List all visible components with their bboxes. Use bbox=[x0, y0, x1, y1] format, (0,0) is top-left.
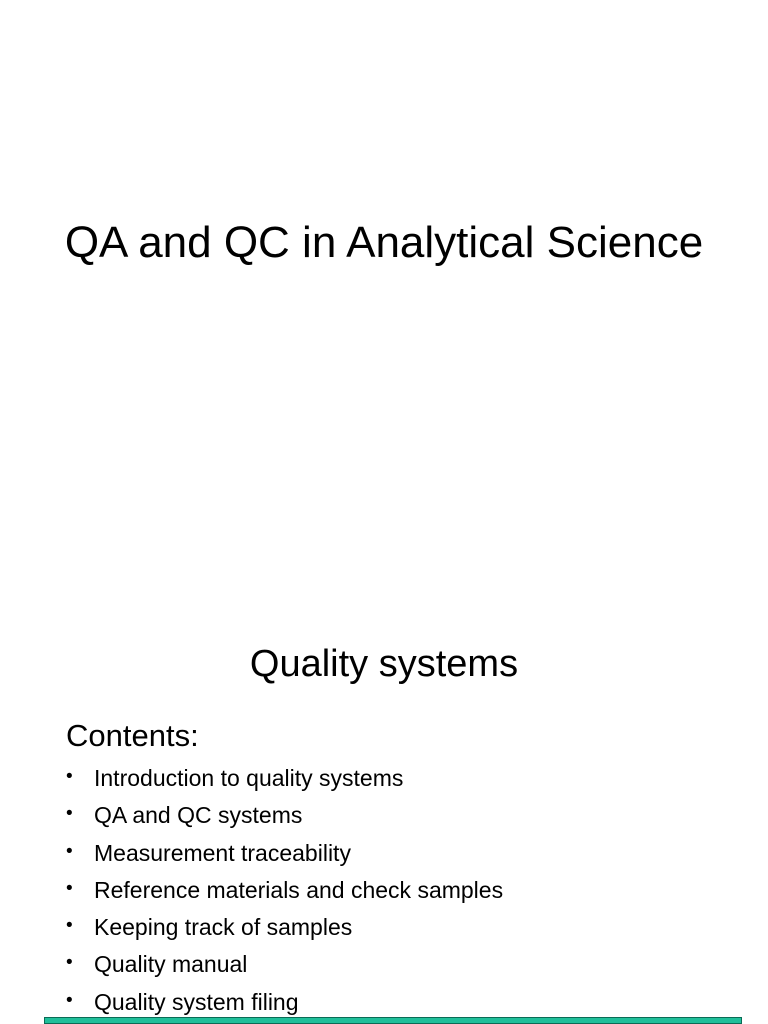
accent-bar bbox=[44, 1017, 742, 1024]
list-item bbox=[66, 948, 503, 985]
contents-heading: Contents: bbox=[66, 718, 199, 753]
list-item bbox=[66, 762, 503, 799]
bullet-icon: • bbox=[66, 803, 73, 825]
bullet-icon: • bbox=[66, 877, 73, 899]
list-item bbox=[66, 837, 503, 874]
bullet-icon: • bbox=[66, 915, 73, 937]
list-item bbox=[66, 874, 503, 911]
bullet-icon: • bbox=[66, 840, 73, 862]
slide-title: QA and QC in Analytical Science bbox=[64, 218, 704, 267]
bullet-icon: • bbox=[66, 952, 73, 974]
list-item bbox=[66, 911, 503, 948]
list-item-label: Keeping track of samples bbox=[94, 914, 353, 941]
list-item-label: Quality manual bbox=[94, 951, 248, 978]
section-title: Quality systems bbox=[249, 643, 519, 685]
bullet-icon: • bbox=[66, 766, 73, 787]
contents-list bbox=[66, 762, 503, 1023]
list-item-label: Reference materials and check samples bbox=[94, 876, 504, 903]
list-item-label: Quality system filing bbox=[94, 988, 299, 1015]
list-item-label: Introduction to quality systems bbox=[94, 765, 404, 791]
list-item-label: QA and QC systems bbox=[94, 802, 303, 829]
bullet-icon: • bbox=[66, 989, 73, 1011]
list-item bbox=[66, 799, 503, 836]
list-item-label: Measurement traceability bbox=[94, 839, 351, 866]
